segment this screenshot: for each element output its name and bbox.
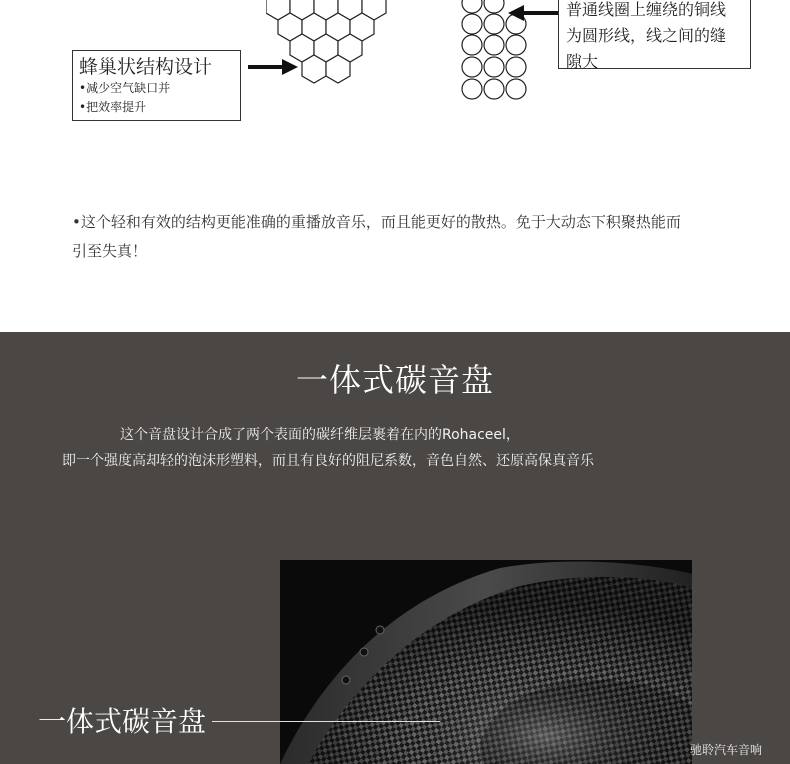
round-wire-callout-line: 为圆形线，线之间的缝 bbox=[566, 26, 727, 45]
honeycomb-callout-bullet: •把效率提升 bbox=[79, 100, 147, 114]
description-line: 引至失真！ bbox=[72, 242, 148, 260]
arrow-left-icon bbox=[508, 4, 558, 22]
round-wire-callout-line: 隙大 bbox=[566, 52, 599, 71]
section-body bbox=[0, 422, 790, 474]
caption-divider-line bbox=[212, 721, 440, 722]
diagram-section bbox=[0, 0, 790, 332]
structure-description bbox=[72, 208, 752, 266]
image-caption: 一体式碳音盘 bbox=[38, 705, 207, 738]
arrow-right-icon bbox=[248, 58, 298, 76]
description-line: •这个轻和有效的结构更能准确的重播放音乐，而且能更好的散热。免于大动态下积聚热能而 bbox=[72, 213, 681, 231]
round-wire-callout-line: 普通线圈上缠绕的铜线 bbox=[566, 0, 727, 19]
honeycomb-callout-bullet: •减少空气缺口并 bbox=[79, 81, 171, 95]
section-title: 一体式碳音盘 bbox=[295, 361, 494, 399]
honeycomb-callout-box bbox=[72, 50, 241, 121]
section-body-line: 这个音盘设计合成了两个表面的碳纤维层裹着在内的Rohaceel， bbox=[120, 427, 520, 443]
section-body-line: 即一个强度高却轻的泡沫形塑料，而且有良好的阻尼系数，音色自然、还原高保真音乐 bbox=[62, 453, 594, 469]
honeycomb-callout-title: 蜂巢状结构设计 bbox=[79, 56, 213, 78]
round-wire-callout-box bbox=[558, 0, 751, 69]
watermark-text: 驰聆汽车音响 bbox=[690, 743, 763, 757]
carbon-speaker-cone-image bbox=[280, 560, 692, 764]
